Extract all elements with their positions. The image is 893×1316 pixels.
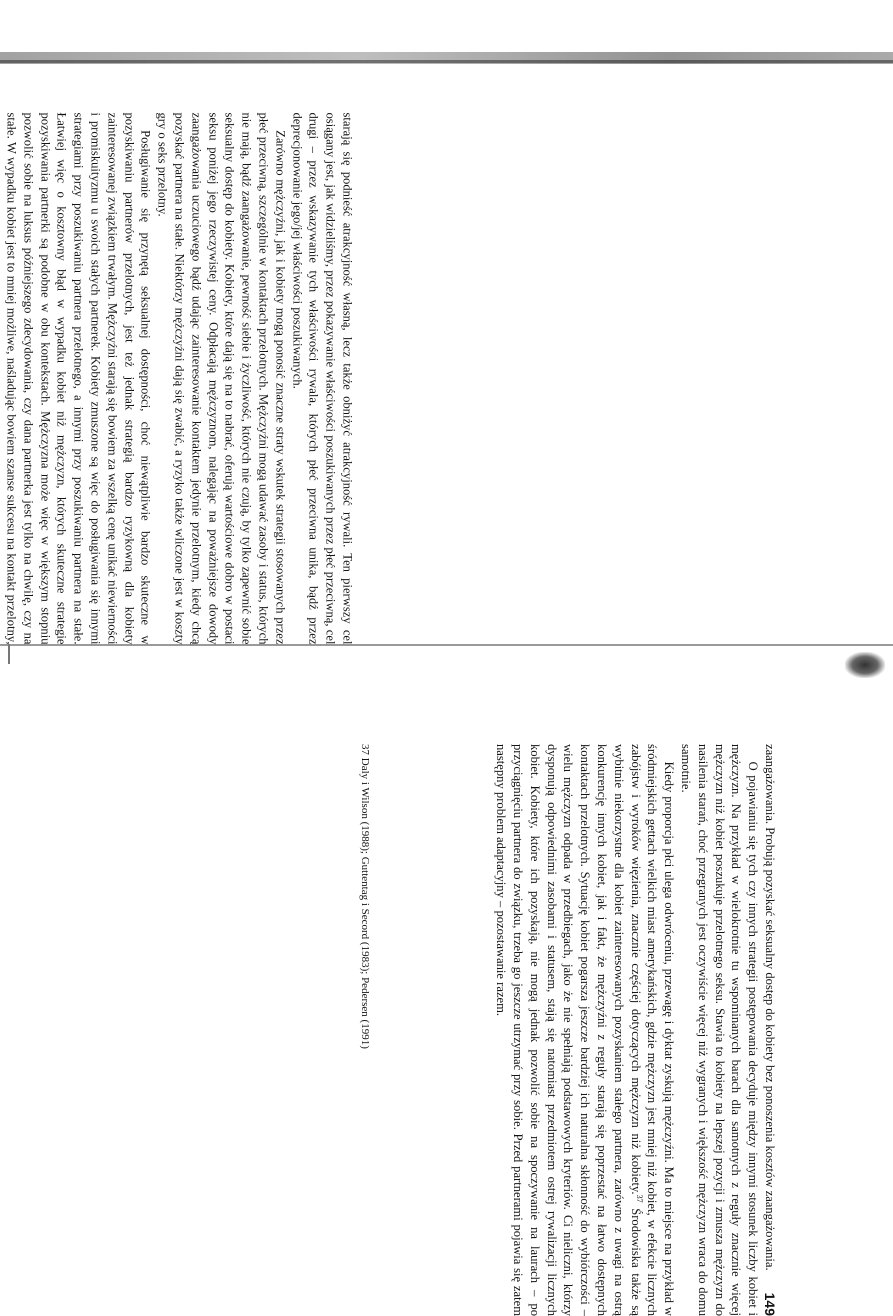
- paragraph: [492, 744, 677, 1316]
- page-148: [1, 113, 356, 645]
- page-number: 149: [762, 1292, 778, 1316]
- paragraph: O pojawianiu się tych czy innych strategii postępowania decyduje między innymi stosunek liczby kobiet i mężczyzn. Na przykład w wielokrotnie tu wspominanych barach dla samotnych z reguły znacznie więcej mężczyzn niż kobiet poszukuje przelotnego seksu. Stawia to kobiety na lepszej pozycji i zmusza mężczyzn do nasilenia starań, choć przegranych jest oczywiście więcej niż wygranych i większość mężczyzn wraca do domu samotnie.: [679, 744, 761, 1316]
- gutter-tick: [8, 644, 20, 664]
- page-149-body: [492, 744, 778, 1316]
- paragraph-text: Kiedy proporcja płci ulega odwróceniu, przewagę i dyktat zyskują mężczyźni. Ma to miejsce na przykład w śródmiejskich gettach wielkich miast amerykańskich, gdzie mężczyzn jest mniej niż kobiet, w efekcie licznych zabójstw i wyroków więzienia, znacznie częściej dotyczących mężczyzn niż kobiety.: [628, 744, 677, 1316]
- paragraph: starają się podnieść atrakcyjność własną, lecz także obniżyć atrakcyjność rywali. Ten pierwszy cel osiągany jest, jak widzieliśmy, przez pokazywanie właściwości poszukiwanych przez płeć przeciwną, cel drugi – przez wskazywanie tych właściwości rywala, których płeć przeciwna unika, bądź przez deprecjonowanie jego/jej właściwości poszukiwanych.: [290, 112, 355, 645]
- scan-edge-line: [0, 60, 893, 63]
- paragraph-text: Środowiska także są wybitnie niekorzystne dla kobiet zainteresowanych pozyskaniem stałego partnera, zarówno z uwagi na ostrą konkurencję innych kobiet, jak i fakt, że mężczyźni z reguły starają się poprzestać na łatwo dostępnych kontaktach przelotnych. Sytuację kobiet pogarsza jeszcze bardziej ich naturalna skłonność do wybiórczości – wielu mężczyzn odpada w przedbiegach, jako że nie spełniają podstawowych kryteriów. Ci nieliczni, którzy dysponują odpowiednimi zasobami i statusem, stają się natomiast przedmiotem ostrej rywalizacji licznych kobiet. Kobiety, które ich pozyskają, nie mogą jednak pozwolić sobie na spoczywanie na laurach – po przyciągnięciu partnera do związku, trzeba go jeszcze utrzymać przy sobie. Przed partnerami pojawia się zatem następny problem adaptacyjny – pozostawanie razem.: [494, 744, 643, 1316]
- footnote-marker: 37: [634, 1194, 644, 1203]
- page-149: [358, 744, 778, 1316]
- binding-shadow: [845, 652, 885, 678]
- page-148-body: [0, 113, 356, 645]
- paragraph: Posługiwanie się przynętą seksualnej dostępności, choć niewątpliwie bardzo skuteczne w pozyskiwaniu partnerów przelotnych, jest też jednak strategią bardzo ryzykowną dla kobiety zainteresowanej związkiem trwałym. Mężczyźni starają się bowiem za wszelką cenę unikać niewierności i promiskuityzmu u swoich stałych partnerek. Kobiety zmuszone są więc do posługiwania się innymi strategiami przy poszukiwaniu partnera przelotnego, a innymi przy poszukiwaniu partnera na stałe. Łatwiej więc o kosztowny błąd w wypadku kobiet niż mężczyzn, których skuteczne strategie pozyskiwania partnerki są podobne w obu kontekstach. Mężczyzna może więc w większym stopniu pozwolić sobie na luksus późniejszego zdecydowania, czy dana partnerka jest tylko na chwilę, czy na stałe. W wypadku kobiet jest to mniej możliwe, naśladując bowiem szanse sukcesu na kontakt przelotny,: [4, 112, 153, 645]
- paragraph: Zarówno mężczyźni, jak i kobiety mogą ponosić znaczne straty wskutek strategii stosowanych przez płeć przeciwną, szczególnie w kontaktach przelotnych. Mężczyźni mogą udawać zasoby i status, których nie mają, bądź zaangażowanie, pewność siebie i życzliwość, których nie czują, by tylko zapewnić sobie seksualny dostęp do kobiety. Kobiety, które dają się na to nabrać, oferują wartościowe dobro w postaci seksu poniżej jego rzeczywistej ceny. Odpłacają mężczyznom, nalegając na poważniejsze dowody zaangażowania uczuciowego bądź udając zainteresowanie kontaktem jedynie przelotnym, kiedy chcą pozyskać partnera na stałe. Niektórzy mężczyźni dają się zwabić, a ryzyko także wliczone jest w koszty gry o seks przelotny.: [155, 112, 288, 645]
- footnote: 37 Daly i Wilson (1988); Guttentag i Secord (1983); Pedersen (1991): [359, 744, 371, 1049]
- paragraph: zaangażowania. Probują pozyskać seksualny dostęp do kobiety bez ponoszenia kosztów zaangażowania.: [763, 744, 777, 1271]
